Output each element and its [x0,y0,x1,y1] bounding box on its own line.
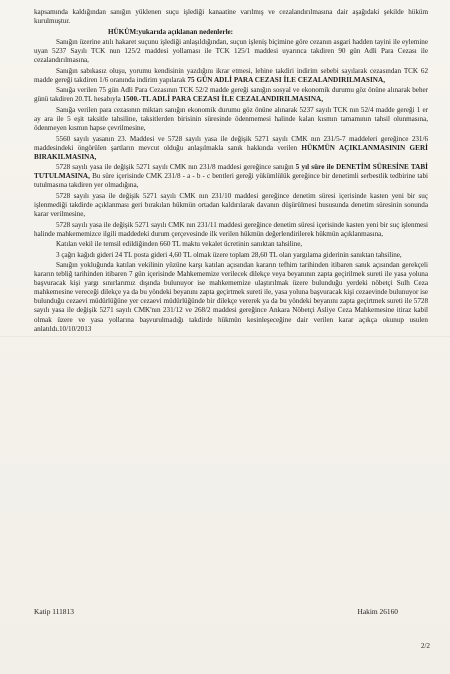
signature-footer [34,607,428,619]
paragraph-deferral [34,135,428,162]
paragraph-intro: kapsamında kaldığından sanığın yüklenen suçu işlediği kanaatine varılmış ve cezalandırılmasına dair aşağıdaki şekilde hüküm kurulmuştur. [34,8,428,26]
reduction-bold: 75 GÜN ADLİ PARA CEZASI İLE CEZALANDIRILMASINA, [187,75,386,84]
deferral-text: 5560 sayılı yasanın 23. Maddesi ve 5728 sayılı yasa ile değişik 5271 sayılı CMK nın 231/5-7 maddeleri gereğince 231/6 maddesindeki öngörülen şartların mevcut olduğu anlaşılmakla sanık hakkında verilen [34,134,428,152]
paragraph-probation [34,163,428,190]
fine-text: Sanığa verilen 75 gün Adli Para Cezasının TCK 52/2 madde gereği sanığın sosyal ve ekonomik durumu göz önüne alınarak beher günü takdiren 20.TL hesabıyla [34,86,428,104]
paragraph-appeal: Sanığın yokluğunda katılan vekilinin yüzüne karşı katılan açısından kararın tefhim tarihinden itibaren sanık açısından gerekçeli kararın tebliğ tarihinden itibaren 7 gün içerisinde Mahkememize verilecek dilekçe veya beyanının zapta geçirilmek sureti ile yasa yoluna başvuracak kişi yargı sınırlarımız dışında bulunuyor ise mahkememize ulaştırılmak üzere bulunduğu yerdeki nöbetçi Sulh Ceza mahkemesine vereceği dilekçe ya da bu yöndeki beyanını zapta geçirtmek sureti ile, yasa yoluna başvuracak kişi cezaevinde bulunuyor ise bulunduğu cezaevi müdürlüğüne yer cezaevi müdürlüğünde bir dilekçe vererek ya da bu yöndeki beyanını zapta geçirtmek sureti ile 5728 sayılı yasa ile değişik 5271 sayılı CMK'nın 231/12 ve 268/2 maddesi gereğince Ankara Nöbetçi Asliye Ceza Mahkemesine itiraz kabil olmak üzere ve yasa yollarına başvurulmadığı takdirde hükmün kesinleşeceğine dair verilen karar açıkça okunup usulen anlatıldı.10/10/2013 [34,261,428,333]
paragraph-fine [34,86,428,104]
verdict-heading: HÜKÜM:yukarıda açıklanan nedenlerle: [108,27,234,36]
clerk-signature: Katip 111813 [34,607,74,616]
fine-bold: 1500.-TL ADLİ PARA CEZASI İLE CEZALANDIRILMASINA, [122,95,324,104]
paragraph-costs: 3 çağrı kağıdı gideri 24 TL posta gideri 4,60 TL olmak üzere toplam 28,60 TL olan yargılama giderinin sanıktan tahsiline, [56,250,402,259]
page-number: 2/2 [420,642,430,650]
probation-bold: 5 yıl süre ile DENETİM SÜRESİNE TABİ TUTULMASINA, [34,163,429,181]
deferral-bold: HÜKMÜN AÇIKLANMASININ GERİ BIRAKILMASINA, [34,143,428,161]
verdict-text [34,8,428,334]
probation-post: Bu süre içerisinde CMK 231/8 - a - b - c bentleri gereği yükümlülük gereğince bir denetimli serbestlik tedbirine tabi tutulmasına takdiren yer olmadığına, [34,172,428,190]
page-crease [0,336,450,337]
paragraph-reduction [34,67,428,85]
paragraph-sentence: Sanığın üzerine atılı hakaret suçunu işlediği anlaşıldığından, suçun işleniş biçimine göre cezanın asgari hadden tayini ile eylemine uyan 5237 Sayılı TCK nun 125/2 maddesi yollaması ile TCK 125/1 maddesi uyarınca takdiren 90 gün Adli Para Cezası ile cezalandırılmasına, [34,38,428,65]
paragraph-installments: Sanığa verilen para cezasının miktarı sanığın ekonomik durumu göz önüne alınarak 5237 sayılı TCK nın 52/4 madde gereği 1 er ay ara ile 5 eşit taksitle tahsiline, taksitlerden birisinin süresinde ödenmemesi halinde kalan kısmın tamamının tahsil olunmasına, ödenmeyen kısmın hapse çevrilmesine, [34,105,428,133]
paragraph-disclosure: 5728 sayılı yasa ile değişik 5271 sayılı CMK nın 231/11 maddesi gereğince denetim süresi içerisinde kasten yeni bir suç işlenmesi halinde mahkememizce ilgili maddedeki durum çerçevesinde ilk verilen hükmün değerlendirilerek hükmün açıklanmasına, [34,220,428,238]
paragraph-dismissal: 5728 sayılı yasa ile değişik 5271 sayılı CMK nın 231/10 maddesi gereğince denetim süresi içerisinde kasten yeni bir suç işlenmediği takdirde açıklanması geri bırakılan hükmün ortadan kaldırılarak davanın düşürülmesi hususunda denetim süresinin sonunda karar verilmesine, [34,191,428,218]
reduction-text: Sanığın sabıkasız oluşu, yorumu kendisinin yazdığını ikrar etmesi, lehine takdiri indirim sebebi sayılarak cezasından TCK 62 madde gereği takdiren 1/6 oranında indirim yapılarak [34,66,428,84]
probation-text: 5728 sayılı yasa ile değişik 5271 sayılı CMK nın 231/8 maddesi gereğince sanığın [56,163,294,172]
paragraph-attorney-fee: Katılan vekil ile temsil edildiğinden 660 TL maktu vekalet ücretinin sanıktan tahsiline, [56,240,303,249]
judge-signature: Hakim 26160 [357,607,398,616]
